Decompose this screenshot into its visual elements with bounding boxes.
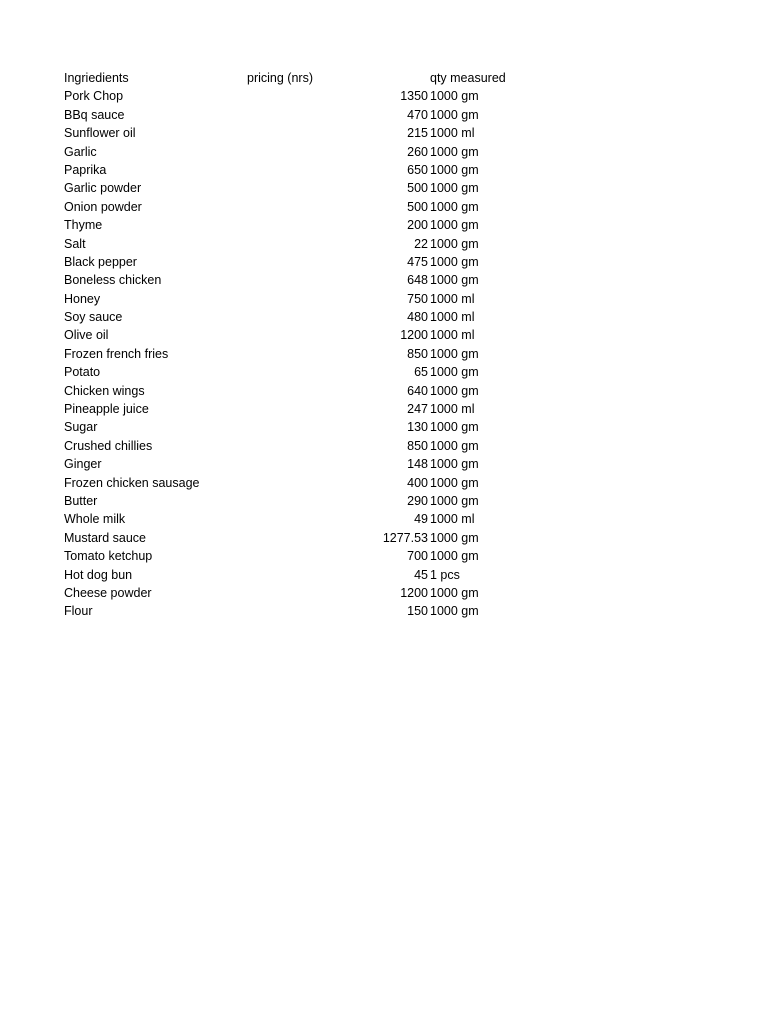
ingredient-rows <box>64 87 524 620</box>
ingredient-price: 200 <box>407 218 428 233</box>
table-row <box>64 143 524 161</box>
table-row <box>64 253 524 271</box>
ingredient-name: Salt <box>64 236 86 251</box>
ingredient-price: 260 <box>407 144 428 159</box>
ingredient-price: 215 <box>407 126 428 141</box>
ingredient-price: 475 <box>407 254 428 269</box>
table-row <box>64 106 524 124</box>
ingredient-price: 500 <box>407 199 428 214</box>
ingredient-price: 850 <box>407 346 428 361</box>
header-row <box>64 69 524 87</box>
ingredient-name: Tomato ketchup <box>64 549 153 564</box>
ingredient-qty: 1000 gm <box>430 254 479 269</box>
ingredient-name: Pineapple juice <box>64 402 149 417</box>
table-row <box>64 437 524 455</box>
ingredient-qty: 1000 gm <box>430 438 479 453</box>
ingredient-price: 49 <box>414 512 428 527</box>
ingredient-qty: 1000 ml <box>430 512 475 527</box>
ingredient-name: Chicken wings <box>64 383 145 398</box>
table-row <box>64 216 524 234</box>
ingredient-qty: 1000 ml <box>430 328 475 343</box>
ingredient-price: 850 <box>407 438 428 453</box>
ingredient-price: 65 <box>414 365 428 380</box>
ingredient-qty: 1000 ml <box>430 291 475 306</box>
ingredient-qty: 1000 gm <box>430 585 479 600</box>
ingredient-price: 700 <box>407 549 428 564</box>
pricing-header: pricing (nrs) <box>247 71 313 85</box>
table-row <box>64 87 524 105</box>
table-row <box>64 566 524 584</box>
ingredient-name: BBq sauce <box>64 107 125 122</box>
ingredient-qty: 1000 gm <box>430 89 479 104</box>
ingredient-name: Soy sauce <box>64 310 123 325</box>
ingredient-price: 150 <box>407 604 428 619</box>
table-row <box>64 529 524 547</box>
ingredient-qty: 1 pcs <box>430 567 460 582</box>
ingredient-name: Frozen french fries <box>64 346 169 361</box>
ingredient-name: Ginger <box>64 457 102 472</box>
table-row <box>64 584 524 602</box>
ingredient-qty: 1000 ml <box>430 126 475 141</box>
ingredient-qty: 1000 gm <box>430 236 479 251</box>
ingredient-qty: 1000 gm <box>430 346 479 361</box>
table-row <box>64 547 524 565</box>
table-row <box>64 455 524 473</box>
ingredient-price: 247 <box>407 402 428 417</box>
table-row <box>64 271 524 289</box>
ingredient-price: 22 <box>414 236 428 251</box>
table-row <box>64 418 524 436</box>
ingredient-name: Frozen chicken sausage <box>64 475 200 490</box>
ingredient-price: 1350 <box>400 89 428 104</box>
ingredient-price: 470 <box>407 107 428 122</box>
ingredient-price: 750 <box>407 291 428 306</box>
ingredient-qty: 1000 gm <box>430 549 479 564</box>
ingredient-price: 130 <box>407 420 428 435</box>
ingredient-name: Garlic powder <box>64 181 142 196</box>
table-row <box>64 510 524 528</box>
ingredient-qty: 1000 gm <box>430 604 479 619</box>
ingredient-qty: 1000 gm <box>430 273 479 288</box>
ingredient-name: Potato <box>64 365 101 380</box>
table-row <box>64 345 524 363</box>
ingredient-name: Black pepper <box>64 254 137 269</box>
ingredient-price: 1200 <box>400 585 428 600</box>
ingredient-name: Sunflower oil <box>64 126 136 141</box>
ingredient-name: Flour <box>64 604 93 619</box>
ingredient-qty: 1000 gm <box>430 493 479 508</box>
ingredient-price: 640 <box>407 383 428 398</box>
ingredient-name: Whole milk <box>64 512 126 527</box>
ingredient-name: Butter <box>64 493 98 508</box>
ingredient-price: 650 <box>407 162 428 177</box>
ingredient-price: 400 <box>407 475 428 490</box>
ingredient-name: Hot dog bun <box>64 567 133 582</box>
ingredient-price-sheet <box>64 69 524 621</box>
table-row <box>64 326 524 344</box>
ingredient-qty: 1000 gm <box>430 530 479 545</box>
ingredient-name: Sugar <box>64 420 98 435</box>
ingredient-name: Honey <box>64 291 101 306</box>
ingredients-header: Ingriedients <box>64 71 129 85</box>
ingredient-price: 290 <box>407 493 428 508</box>
ingredient-qty: 1000 gm <box>430 107 479 122</box>
table-row <box>64 308 524 326</box>
table-row <box>64 124 524 142</box>
table-row <box>64 492 524 510</box>
ingredient-name: Crushed chillies <box>64 438 153 453</box>
ingredient-qty: 1000 gm <box>430 181 479 196</box>
table-row <box>64 382 524 400</box>
ingredient-qty: 1000 gm <box>430 162 479 177</box>
ingredient-name: Pork Chop <box>64 89 124 104</box>
ingredient-price: 500 <box>407 181 428 196</box>
ingredient-price: 148 <box>407 457 428 472</box>
ingredient-name: Paprika <box>64 162 107 177</box>
ingredient-name: Thyme <box>64 218 103 233</box>
ingredient-qty: 1000 gm <box>430 420 479 435</box>
ingredient-qty: 1000 ml <box>430 310 475 325</box>
table-row <box>64 400 524 418</box>
table-row <box>64 290 524 308</box>
ingredient-qty: 1000 ml <box>430 402 475 417</box>
ingredient-name: Mustard sauce <box>64 530 146 545</box>
ingredient-name: Garlic <box>64 144 97 159</box>
ingredient-qty: 1000 gm <box>430 365 479 380</box>
qty-header: qty measured <box>430 71 506 85</box>
ingredient-qty: 1000 gm <box>430 144 479 159</box>
table-row <box>64 235 524 253</box>
ingredient-name: Cheese powder <box>64 585 152 600</box>
ingredient-qty: 1000 gm <box>430 475 479 490</box>
ingredient-price: 45 <box>414 567 428 582</box>
ingredient-qty: 1000 gm <box>430 383 479 398</box>
ingredient-name: Onion powder <box>64 199 142 214</box>
table-row <box>64 602 524 620</box>
table-row <box>64 198 524 216</box>
table-row <box>64 161 524 179</box>
ingredient-price: 480 <box>407 310 428 325</box>
ingredient-qty: 1000 gm <box>430 218 479 233</box>
ingredient-qty: 1000 gm <box>430 199 479 214</box>
ingredient-name: Olive oil <box>64 328 109 343</box>
ingredient-price: 1200 <box>400 328 428 343</box>
ingredient-qty: 1000 gm <box>430 457 479 472</box>
table-row <box>64 363 524 381</box>
ingredient-name: Boneless chicken <box>64 273 162 288</box>
ingredient-price: 1277.53 <box>382 530 428 545</box>
table-row <box>64 474 524 492</box>
ingredient-price: 648 <box>407 273 428 288</box>
table-row <box>64 179 524 197</box>
